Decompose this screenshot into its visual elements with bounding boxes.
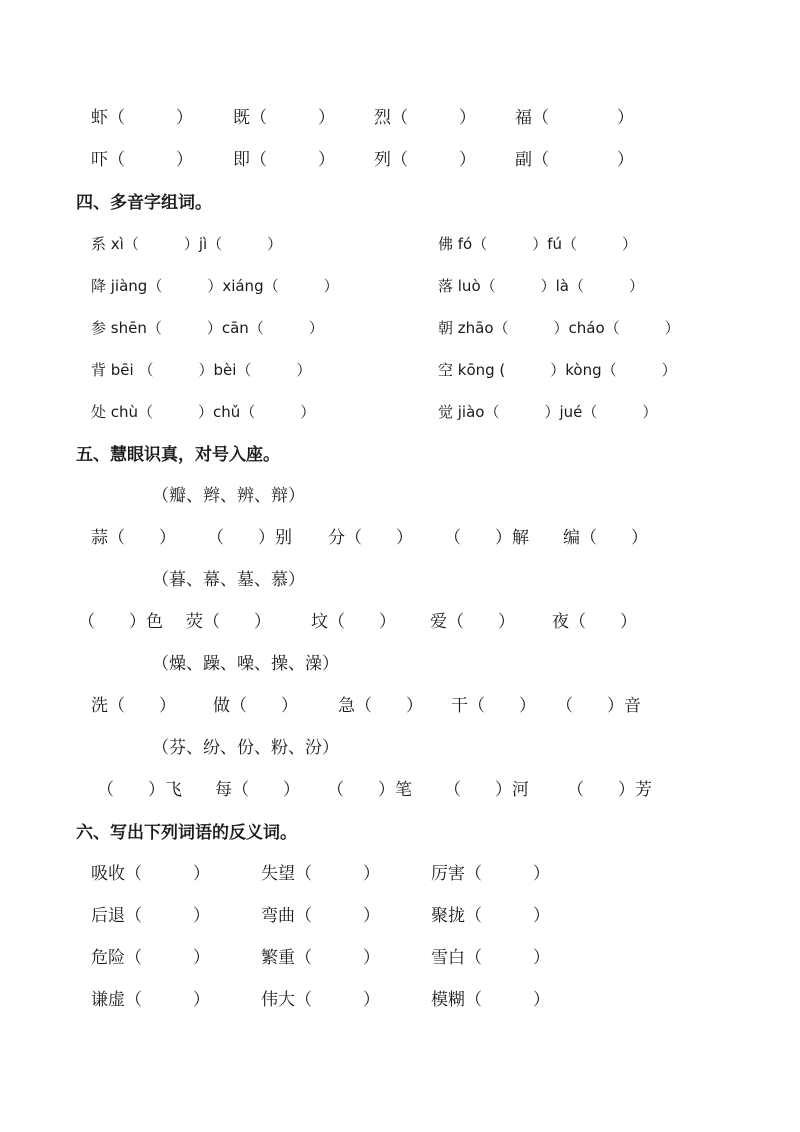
- antonym-item: 伟大（ ）: [261, 990, 380, 1010]
- section6-heading: 六、写出下列词语的反义词。: [76, 823, 297, 843]
- s4-row-2: [0, 271, 800, 301]
- antonym-item: 谦虚（ ）: [91, 990, 210, 1010]
- fill-item: （ ）解: [444, 528, 529, 548]
- fill-item: 干（ ）: [451, 696, 536, 716]
- s3-item: 既（ ）: [233, 108, 335, 128]
- s4-row-4: [0, 355, 800, 385]
- antonym-item: 雪白（ ）: [431, 948, 550, 968]
- antonym-item: 弯曲（ ）: [261, 906, 380, 926]
- s3-item: 福（ ）: [515, 108, 634, 128]
- fill-item: 蒜（ ）: [91, 528, 176, 548]
- s5-row-3: [0, 691, 800, 721]
- fill-item: （ ）别: [207, 528, 292, 548]
- fill-item: 做（ ）: [213, 696, 298, 716]
- s3-item: 列（ ）: [374, 150, 476, 170]
- s5-row-2: [0, 607, 800, 637]
- option-set: （瓣、辫、辨、辩）: [152, 486, 305, 506]
- s5-options-4: [0, 733, 800, 763]
- s3-row-2: [0, 145, 800, 175]
- polyphone-item: 处 chù（ ）chǔ（ ）: [91, 403, 316, 421]
- fill-item: （ ）芳: [567, 780, 652, 800]
- antonym-item: 模糊（ ）: [431, 990, 550, 1010]
- option-set: （燥、躁、噪、操、澡）: [152, 654, 339, 674]
- polyphone-item: 系 xì（ ）jì（ ）: [91, 235, 283, 253]
- polyphone-item: 空 kōng ( ）kòng（ ）: [438, 361, 677, 379]
- fill-item: 急（ ）: [338, 696, 423, 716]
- s4-row-5: [0, 397, 800, 427]
- fill-item: （ ）河: [444, 780, 529, 800]
- s5-options-1: [0, 481, 800, 511]
- option-set: （芬、纷、份、粉、汾）: [152, 738, 339, 758]
- s5-row-4: [0, 775, 800, 805]
- polyphone-item: 佛 fó（ ）fú（ ）: [438, 235, 638, 253]
- fill-item: 坟（ ）: [311, 612, 396, 632]
- fill-item: 夜（ ）: [552, 612, 637, 632]
- fill-item: 每（ ）: [215, 780, 300, 800]
- polyphone-item: 觉 jiào（ ）jué（ ）: [438, 403, 658, 421]
- s3-item: 即（ ）: [233, 150, 335, 170]
- s4-row-3: [0, 313, 800, 343]
- s3-item: 副（ ）: [515, 150, 634, 170]
- s4-row-1: [0, 229, 800, 259]
- s5-options-3: [0, 649, 800, 679]
- section4-heading: 四、多音字组词。: [76, 193, 212, 213]
- s6-row-1: [0, 859, 800, 889]
- s3-item: 吓（ ）: [91, 150, 193, 170]
- s6-row-4: [0, 985, 800, 1015]
- s3-item: 虾（ ）: [91, 108, 193, 128]
- fill-item: （ ）色: [78, 612, 163, 632]
- section5-heading: 五、慧眼识真，对号入座。: [76, 445, 280, 465]
- fill-item: 荧（ ）: [186, 612, 271, 632]
- fill-item: （ ）飞: [97, 780, 182, 800]
- antonym-item: 失望（ ）: [261, 864, 380, 884]
- antonym-item: 繁重（ ）: [261, 948, 380, 968]
- polyphone-item: 落 luò（ ）là（ ）: [438, 277, 644, 295]
- option-set: （暮、幕、墓、慕）: [152, 570, 305, 590]
- fill-item: 分（ ）: [328, 528, 413, 548]
- polyphone-item: 朝 zhāo（ ）cháo（ ）: [438, 319, 680, 337]
- s5-options-2: [0, 565, 800, 595]
- s3-row-1: [0, 103, 800, 133]
- fill-item: 洗（ ）: [91, 696, 176, 716]
- s6-row-2: [0, 901, 800, 931]
- antonym-item: 厉害（ ）: [431, 864, 550, 884]
- polyphone-item: 参 shēn（ ）cān（ ）: [91, 319, 324, 337]
- s6-row-3: [0, 943, 800, 973]
- fill-item: 编（ ）: [563, 528, 648, 548]
- antonym-item: 吸收（ ）: [91, 864, 210, 884]
- antonym-item: 聚拢（ ）: [431, 906, 550, 926]
- polyphone-item: 降 jiàng（ ）xiáng（ ）: [91, 277, 339, 295]
- fill-item: 爱（ ）: [430, 612, 515, 632]
- s5-row-1: [0, 523, 800, 553]
- polyphone-item: 背 bēi （ ）bèi（ ）: [91, 361, 312, 379]
- s3-item: 烈（ ）: [374, 108, 476, 128]
- antonym-item: 危险（ ）: [91, 948, 210, 968]
- fill-item: （ ）笔: [327, 780, 412, 800]
- fill-item: （ ）音: [556, 696, 641, 716]
- antonym-item: 后退（ ）: [91, 906, 210, 926]
